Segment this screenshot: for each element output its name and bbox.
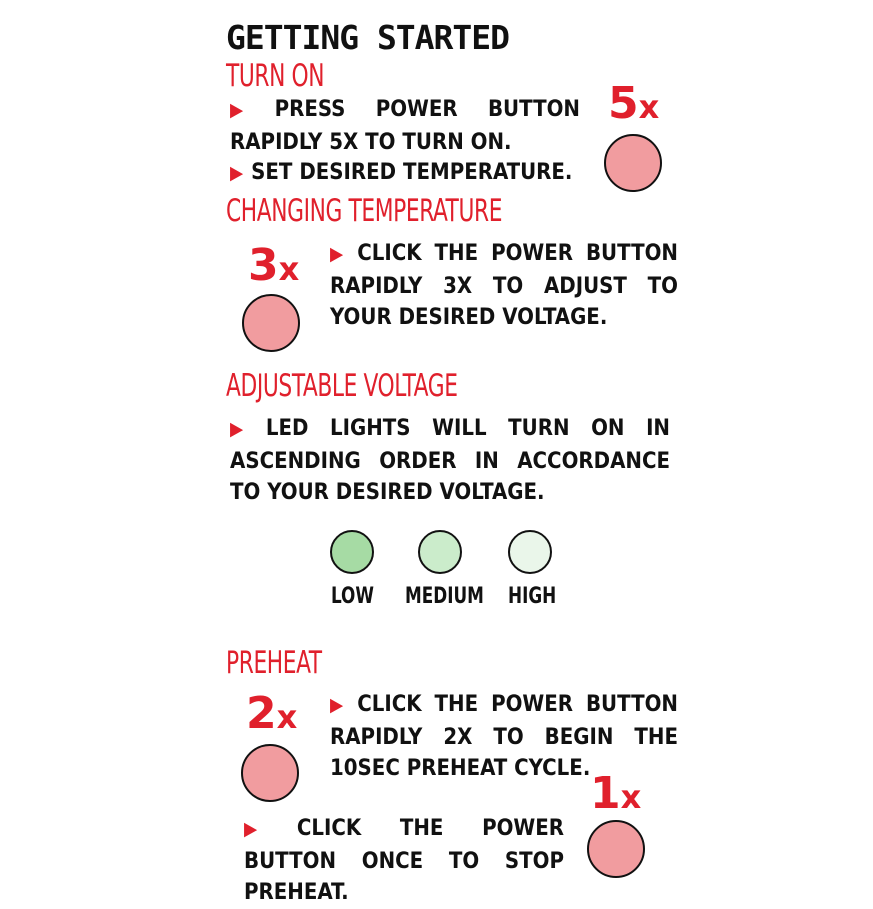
bullet-icon: ▶: [244, 818, 289, 840]
power-button-icon: [242, 294, 300, 352]
led-high-icon: [508, 530, 552, 574]
preheat-step-1: ▶ CLICK THE POWER BUTTON RAPIDLY 2X TO BEGIN THE 10SEC PREHEAT CYCLE.: [330, 692, 678, 781]
led-low-icon: [330, 530, 374, 574]
bullet-icon: ▶: [330, 243, 350, 265]
page-title: GETTING STARTED: [226, 18, 510, 57]
turn-on-step-2: ▶ SET DESIRED TEMPERATURE.: [230, 160, 573, 185]
bullet-icon: ▶: [330, 694, 350, 716]
turn-on-step-1: ▶ PRESS POWER BUTTON RAPIDLY 5X TO TURN ON.: [230, 97, 581, 155]
led-label-high: HIGH: [508, 584, 557, 609]
changing-temperature-step-1: ▶ CLICK THE POWER BUTTON RAPIDLY 3X TO ADJUST TO YOUR DESIRED VOLTAGE.: [330, 241, 678, 330]
bullet-icon: ▶: [230, 99, 267, 121]
adjustable-voltage-step-1: ▶ LED LIGHTS WILL TURN ON IN ASCENDING ORDER IN ACCORDANCE TO YOUR DESIRED VOLTAGE.: [230, 416, 670, 505]
turn-on-heading: TURN ON: [226, 58, 325, 94]
bullet-icon: ▶: [230, 418, 258, 440]
power-button-icon: [604, 134, 662, 192]
adjustable-voltage-heading: ADJUSTABLE VOLTAGE: [226, 368, 458, 404]
changing-temperature-heading: CHANGING TEMPERATURE: [226, 193, 503, 229]
changing-temperature-press-count: 3x: [248, 240, 300, 291]
led-label-low: LOW: [331, 584, 374, 609]
bullet-icon: ▶: [230, 162, 244, 184]
stop-preheat-press-count: 1x: [590, 768, 642, 819]
power-button-icon: [587, 820, 645, 878]
led-medium-icon: [418, 530, 462, 574]
power-button-icon: [241, 744, 299, 802]
turn-on-press-count: 5x: [608, 78, 660, 129]
preheat-step-2: ▶ CLICK THE POWER BUTTON ONCE TO STOP PREHEAT.: [244, 816, 564, 905]
preheat-press-count: 2x: [246, 688, 298, 739]
led-label-medium: MEDIUM: [405, 584, 484, 609]
preheat-heading: PREHEAT: [226, 645, 322, 681]
